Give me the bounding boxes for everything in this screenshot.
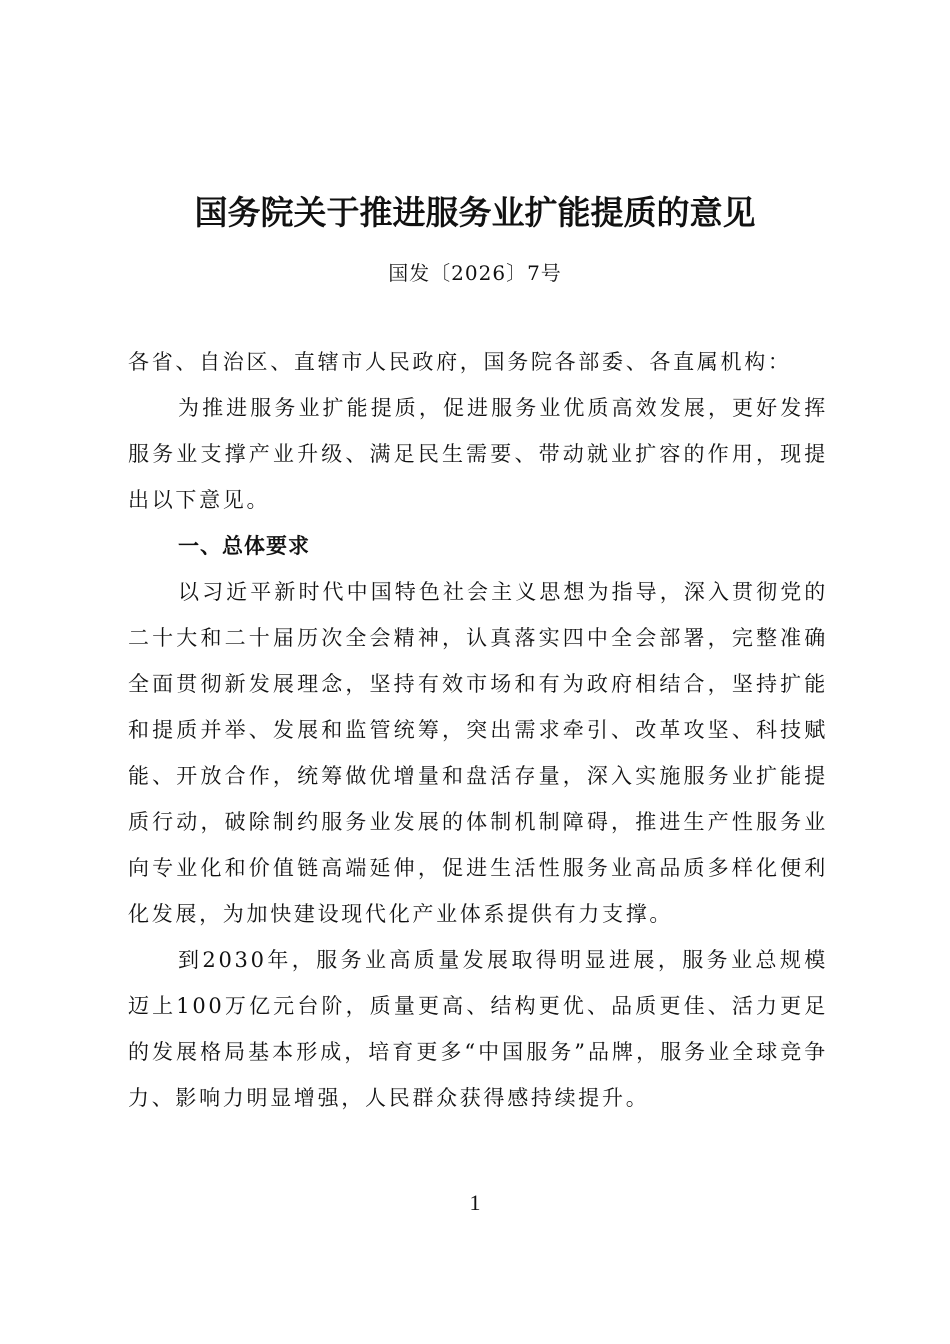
intro-paragraph: 为推进服务业扩能提质，促进服务业优质高效发展，更好发挥服务业支撑产业升级、满足民生需要、带动就业扩容的作用，现提出以下意见。 [128, 396, 828, 512]
document-body [128, 339, 828, 1121]
document-title: 国务院关于推进服务业扩能提质的意见 [194, 193, 756, 232]
addressee: 各省、自治区、直辖市人民政府，国务院各部委、各直属机构： [128, 350, 792, 374]
document-number: 国发〔2026〕7号 [388, 261, 562, 285]
section-paragraph: 以习近平新时代中国特色社会主义思想为指导，深入贯彻党的二十大和二十届历次全会精神，认真落实四中全会部署，完整准确全面贯彻新发展理念，坚持有效市场和有为政府相结合，坚持扩能和提质并举、发展和监管统筹，突出需求牵引、改革攻坚、科技赋能、开放合作，统筹做优增量和盘活存量，深入实施服务业扩能提质行动，破除制约服务业发展的体制机制障碍，推进生产性服务业向专业化和价值链高端延伸，促进生活性服务业高品质多样化便利化发展，为加快建设现代化产业体系提供有力支撑。 [128, 580, 828, 926]
section-heading: 一、总体要求 [178, 534, 310, 558]
goal-paragraph: 到2030年，服务业高质量发展取得明显进展，服务业总规模迈上100万亿元台阶，质量更高、结构更优、品质更佳、活力更足的发展格局基本形成，培育更多“中国服务”品牌，服务业全球竞争力、影响力明显增强，人民群众获得感持续提升。 [128, 948, 828, 1110]
page-number: 1 [469, 1190, 481, 1215]
